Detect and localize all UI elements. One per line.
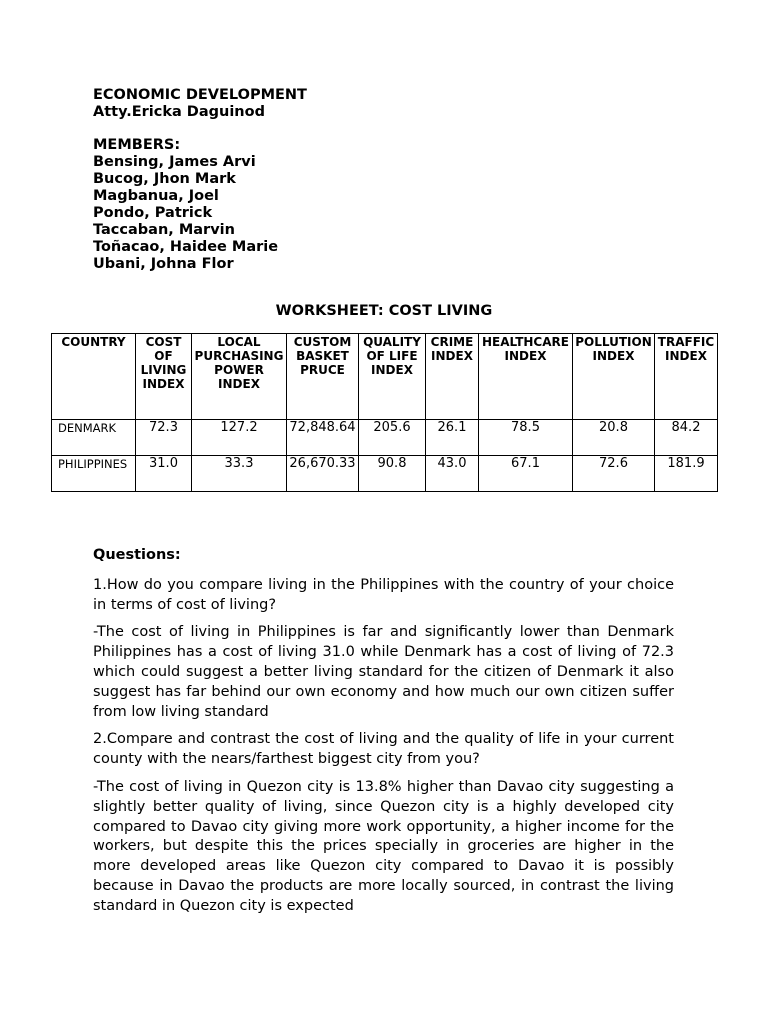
table-cell: 31.0 [136,456,192,492]
answer-text: -The cost of living in Quezon city is 13.8% higher than Davao city suggesting a slightly better quality of living, since Quezon city is a highly developed city compared to Davao city giving more work opportunity, a higher income for the workers, but despite this the prices specially in groceries are higher in the more developed areas like Quezon city compared to Davao it is possibly because in Davao the products are more locally sourced, in contrast the living standard in Quezon city is expected [93,778,674,914]
table-header-row [52,334,718,420]
question-text: 2.Compare and contrast the cost of living and the quality of life in your current county with the nears/farthest biggest city from you? [93,731,674,768]
members-label: MEMBERS: [93,137,181,153]
table-row [52,420,718,456]
questions-section [93,546,674,925]
member-name: Ubani, Johna Flor [93,256,234,272]
table-cell: 181.9 [655,456,718,492]
questions-heading: Questions: [93,547,181,563]
table-cell-country: PHILIPPINES [52,456,136,492]
document-header [93,87,307,273]
table-cell: 20.8 [573,420,655,456]
table-cell: 72.6 [573,456,655,492]
worksheet-title: WORKSHEET: COST LIVING [275,303,493,319]
table-cell: 84.2 [655,420,718,456]
member-name: Bensing, James Arvi [93,154,256,170]
table-row [52,456,718,492]
table-cell-country: DENMARK [52,420,136,456]
member-name: Magbanua, Joel [93,188,219,204]
cost-of-living-table [51,333,718,492]
table-cell: 127.2 [192,420,287,456]
table-cell: 72,848.64 [287,420,359,456]
member-name: Toñacao, Haidee Marie [93,239,279,255]
table-cell: 72.3 [136,420,192,456]
column-header: COST OF LIVING INDEX [136,334,192,420]
table-cell: 43.0 [426,456,479,492]
column-header: LOCAL PURCHASING POWER INDEX [192,334,287,420]
question-text: 1.How do you compare living in the Philippines with the country of your choice in terms of cost of living? [93,576,674,613]
column-header: CUSTOM BASKET PRUCE [287,334,359,420]
table-cell: 33.3 [192,456,287,492]
member-name: Pondo, Patrick [93,205,213,221]
table-cell: 26,670.33 [287,456,359,492]
member-name: Taccaban, Marvin [93,222,235,238]
course-title: ECONOMIC DEVELOPMENT [93,87,307,103]
table-cell: 90.8 [359,456,426,492]
column-header: COUNTRY [52,334,136,420]
table-cell: 26.1 [426,420,479,456]
member-name: Bucog, Jhon Mark [93,171,236,187]
column-header: CRIME INDEX [426,334,479,420]
column-header: TRAFFIC INDEX [655,334,718,420]
table-cell: 67.1 [479,456,573,492]
column-header: HEALTHCARE INDEX [479,334,573,420]
answer-text: -The cost of living in Philippines is far and significantly lower than Denmark Philippines has a cost of living 31.0 while Denmark has a cost of living of 72.3 which could suggest a better living standard for the citizen of Denmark it also suggest has far behind our own economy and how much our own citizen suffer from low living standard [93,624,674,720]
table-cell: 78.5 [479,420,573,456]
instructor-name: Atty.Ericka Daguinod [93,104,265,120]
column-header: QUALITY OF LIFE INDEX [359,334,426,420]
column-header: POLLUTION INDEX [573,334,655,420]
table-cell: 205.6 [359,420,426,456]
